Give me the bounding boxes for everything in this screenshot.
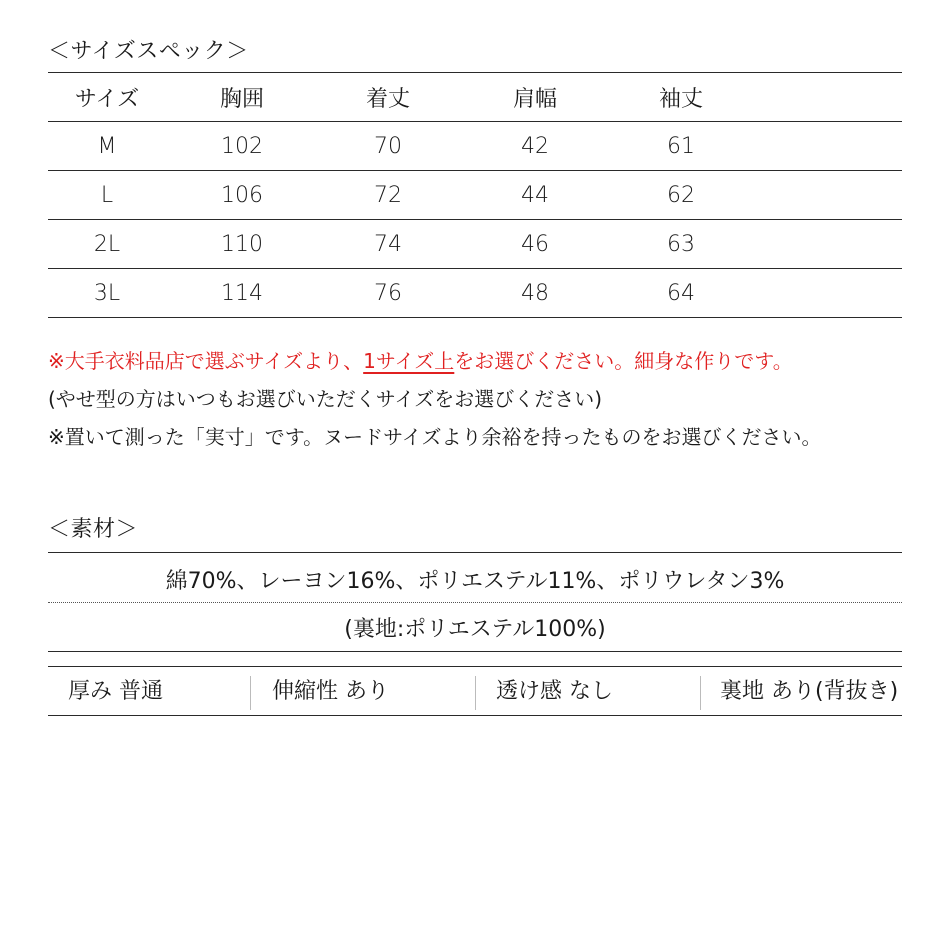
spec-row-rule [48,268,902,269]
spec-row-rule [48,170,902,171]
property-thickness: 厚み 普通 [68,679,163,704]
table-cell: 61 [667,134,695,159]
table-cell: 44 [521,183,549,208]
table-cell: 63 [667,232,695,257]
header-sleeve: 袖丈 [658,87,703,112]
table-cell: 2L [93,232,121,257]
material-dotted-rule [48,602,902,603]
table-cell: 72 [374,183,402,208]
size-advice-pre: ※大手衣料品店で選ぶサイズより、 [48,349,364,373]
table-cell: 48 [521,281,549,306]
properties-bottom-rule [48,715,902,716]
header-length: 着丈 [365,87,410,112]
table-cell: 102 [221,134,263,159]
size-advice-note [48,345,793,374]
table-cell: L [100,183,114,208]
table-cell: 106 [221,183,263,208]
spec-top-rule [48,72,902,73]
spec-row-rule [48,219,902,220]
size-spec-title: ＜サイズスペック＞ [48,39,249,64]
header-size: サイズ [74,87,140,112]
table-cell: 74 [374,232,402,257]
properties-top-rule [48,666,902,667]
material-composition: 綿70%、レーヨン16%、ポリエステル11%、ポリウレタン3% [165,569,785,594]
spec-bottom-rule [48,317,902,318]
property-divider [475,676,476,710]
spec-header-rule [48,121,902,122]
table-cell: 62 [667,183,695,208]
size-advice-highlight: 1サイズ上 [363,349,455,373]
property-sheerness: 透け感 なし [496,679,613,704]
property-stretch: 伸縮性 あり [272,679,389,704]
property-divider [700,676,701,710]
table-cell: 42 [521,134,549,159]
header-chest: 胸囲 [219,87,264,112]
slim-fit-note: (やせ型の方はいつもお選びいただくサイズをお選びください) [48,387,603,411]
property-lining: 裏地 あり(背抜き) [720,679,899,704]
material-lining: (裏地:ポリエステル100%) [344,617,606,642]
table-cell: 114 [221,281,263,306]
size-advice-post: をお選びください。細身な作りです。 [454,349,793,373]
material-bottom-rule [48,651,902,652]
material-title: ＜素材＞ [48,517,139,542]
material-top-rule [48,552,902,553]
table-cell: 70 [374,134,402,159]
table-cell: 76 [374,281,402,306]
table-cell: 110 [221,232,263,257]
table-cell: M [97,134,117,159]
header-shoulder: 肩幅 [512,87,557,112]
measurement-note: ※置いて測った「実寸」です。ヌードサイズより余裕を持ったものをお選びください。 [48,425,822,449]
table-cell: 64 [667,281,695,306]
table-cell: 3L [93,281,121,306]
table-cell: 46 [521,232,549,257]
property-divider [250,676,251,710]
